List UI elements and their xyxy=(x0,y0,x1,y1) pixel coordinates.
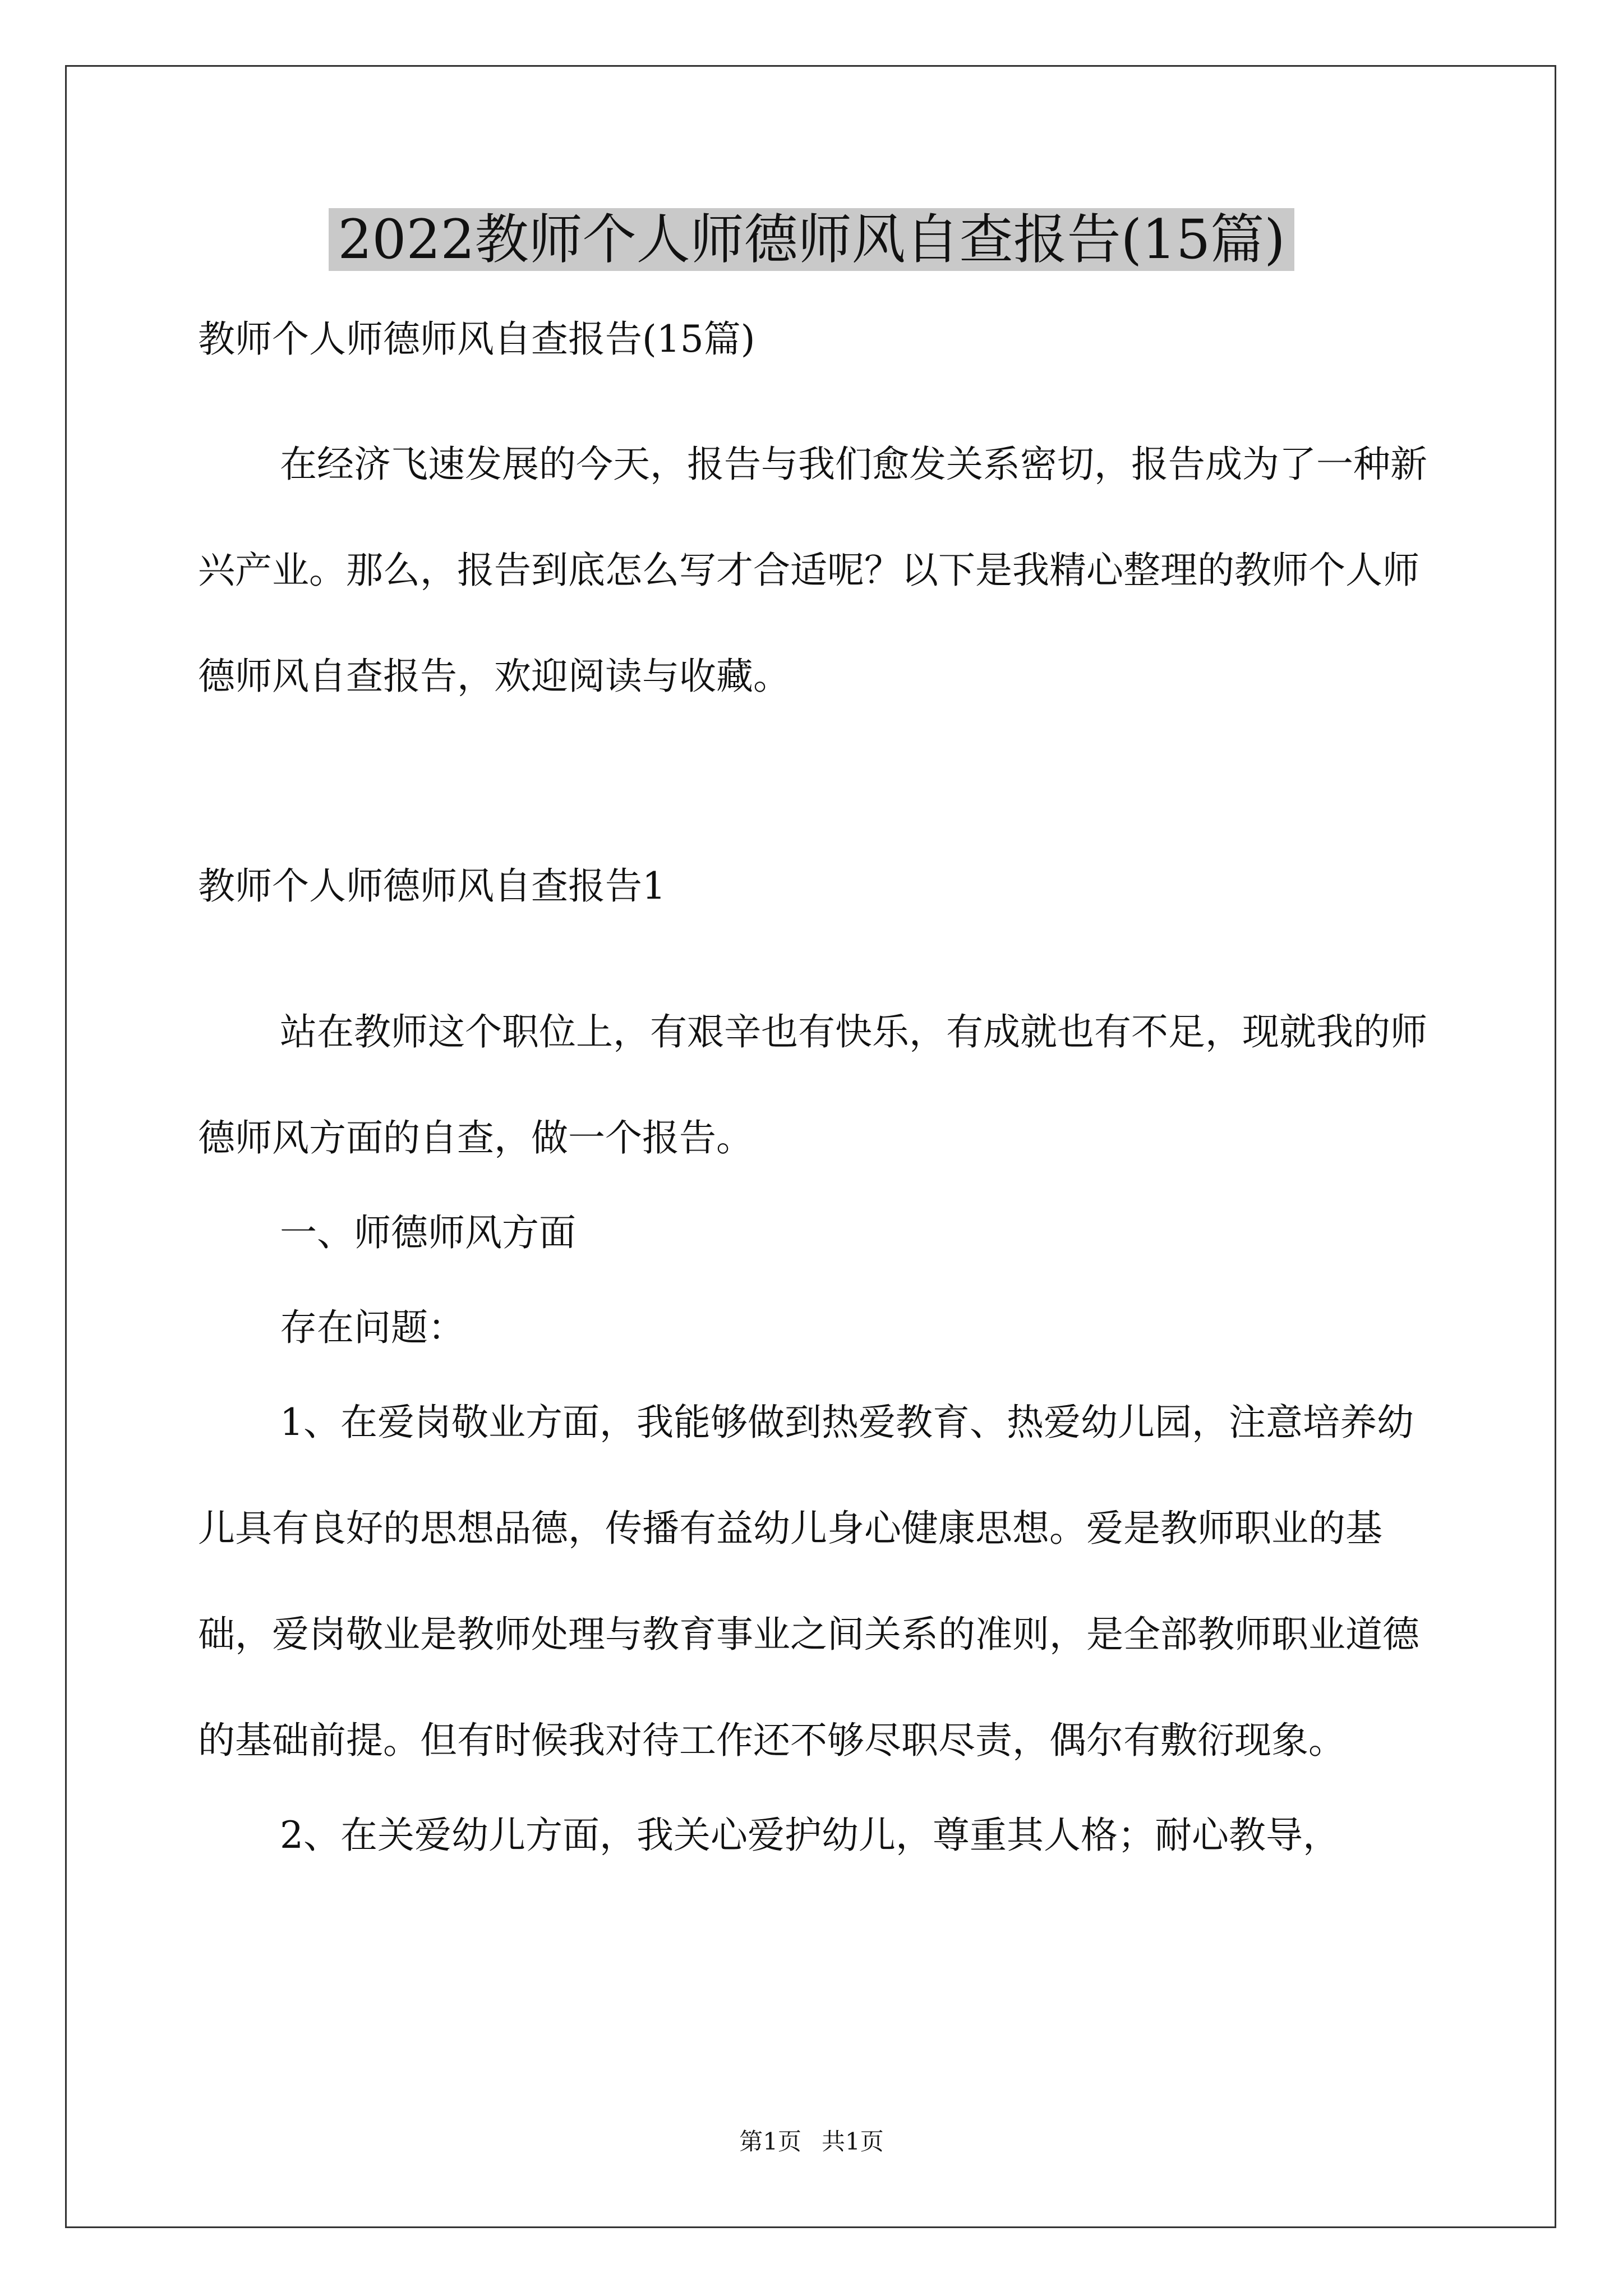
body-paragraph: 1、在爱岗敬业方面，我能够做到热爱教育、热爱幼儿园，注意培养幼儿具有良好的思想品德，传播有益幼儿身心健康思想。爱是教师职业的基础，爱岗敬业是教师处理与教育事业之间关系的准则，是全部教师职业道德的基础前提。但有时候我对待工作还不够尽职尽责，偶尔有敷衍现象。 xyxy=(198,1401,1419,1762)
page-number-total: 共1页 xyxy=(822,2128,884,2155)
page-number-current: 第1页 xyxy=(739,2128,801,2155)
document-title-text: 2022教师个人师德师风自查报告(15篇) xyxy=(329,208,1294,271)
body-paragraph: 存在问题： xyxy=(280,1306,465,1349)
document-body xyxy=(198,314,1432,1905)
intro-paragraph: 在经济飞速发展的今天，报告与我们愈发关系密切，报告成为了一种新兴产业。那么，报告到底怎么写才合适呢？以下是我精心整理的教师个人师德师风自查报告，欢迎阅读与收藏。 xyxy=(198,443,1427,698)
document-subtitle: 教师个人师德师风自查报告(15篇) xyxy=(198,318,755,361)
document-title xyxy=(0,200,1623,279)
body-paragraph: 2、在关爱幼儿方面，我关心爱护幼儿，尊重其人格；耐心教导， xyxy=(280,1814,1340,1857)
page-footer xyxy=(0,2125,1623,2159)
body-paragraph: 一、师德师风方面 xyxy=(280,1211,576,1254)
section-heading: 教师个人师德师风自查报告1 xyxy=(198,864,666,908)
body-paragraph: 站在教师这个职位上，有艰辛也有快乐，有成就也有不足，现就我的师德师风方面的自查，做一个报告。 xyxy=(198,1010,1427,1159)
